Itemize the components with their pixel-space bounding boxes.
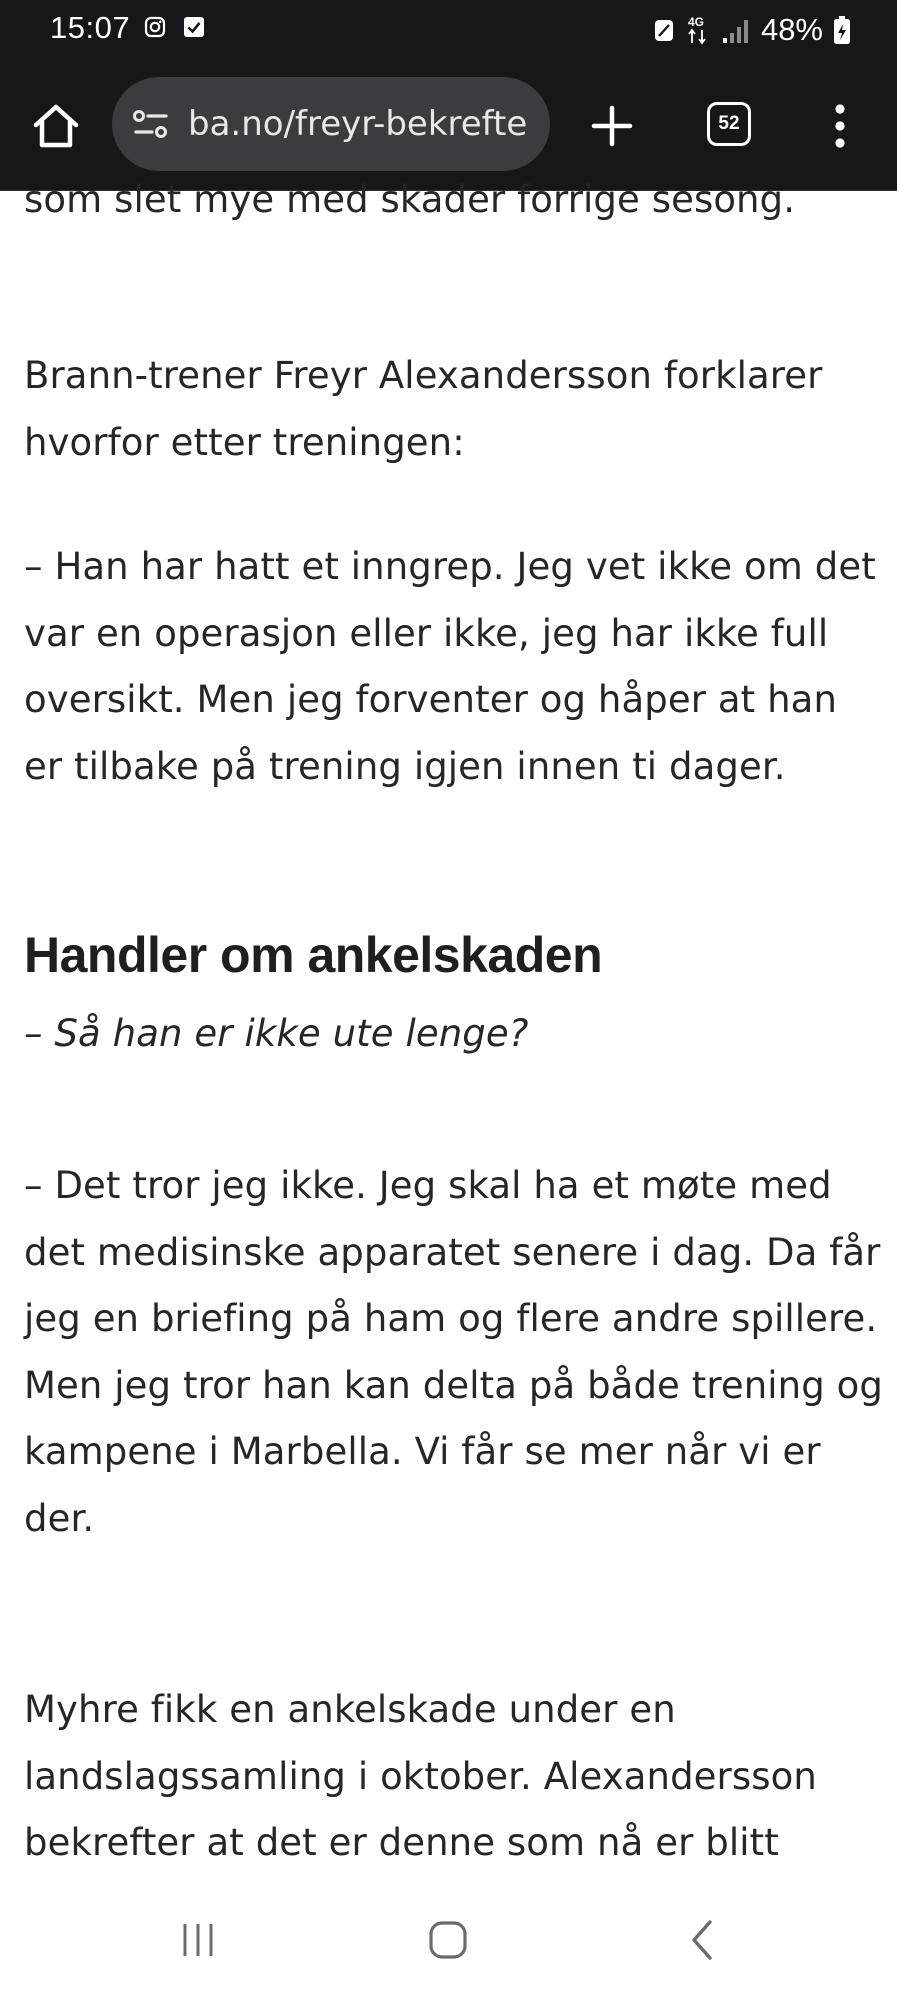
network-type-icon [685, 14, 711, 46]
status-time: 15:07 [50, 10, 131, 45]
status-indicators [653, 10, 851, 50]
battery-percent: 48% [760, 12, 823, 47]
system-nav-bar [0, 1890, 897, 2000]
recent-apps-icon[interactable] [176, 1918, 220, 1962]
article-body [0, 178, 897, 1871]
article-question: – Så han er ikke ute lenge? [24, 1012, 529, 1055]
back-icon[interactable] [680, 1918, 724, 1962]
article-paragraph: Myhre fikk en ankelskade under en landslagssamling i oktober. Alexandersson bekrefter at det er denne som nå er blitt [24, 1688, 817, 1864]
address-bar[interactable] [112, 77, 550, 171]
article-paragraph: Brann-trener Freyr Alexandersson forklarer hvorfor etter treningen: [24, 354, 823, 464]
status-bar [0, 0, 897, 58]
article-paragraph: – Han har hatt et inngrep. Jeg vet ikke om det var en operasjon eller ikke, jeg har ikke full oversikt. Men jeg forventer og håper at han er tilbake på trening igjen innen ti dager. [24, 545, 876, 788]
network-type-text: 4G [687, 15, 704, 29]
site-settings-icon[interactable] [132, 108, 170, 140]
battery-saver-icon [653, 17, 675, 43]
instagram-icon [144, 16, 166, 38]
signal-icon [721, 16, 751, 44]
check-box-icon [183, 16, 205, 38]
tabs-button[interactable] [703, 98, 755, 150]
home-icon[interactable] [28, 98, 84, 154]
more-vert-icon[interactable] [820, 98, 860, 154]
article-partial-line: som slet mye med skader forrige sesong. [24, 178, 796, 221]
url-text[interactable]: ba.no/freyr-bekrefte [188, 104, 528, 144]
article-paragraph: – Det tror jeg ikke. Jeg skal ha et møte med det medisinske apparatet senere i dag. Da får jeg en briefing på ham og flere andre spillere. Men jeg tror han kan delta på både trening og kampene i Marbella. Vi får se mer når vi er der. [24, 1164, 883, 1540]
section-heading: Handler om ankelskaden [24, 927, 603, 983]
battery-icon [833, 15, 851, 45]
tabs-count: 52 [707, 102, 751, 146]
home-icon[interactable] [426, 1918, 470, 1962]
plus-icon[interactable] [584, 98, 640, 154]
